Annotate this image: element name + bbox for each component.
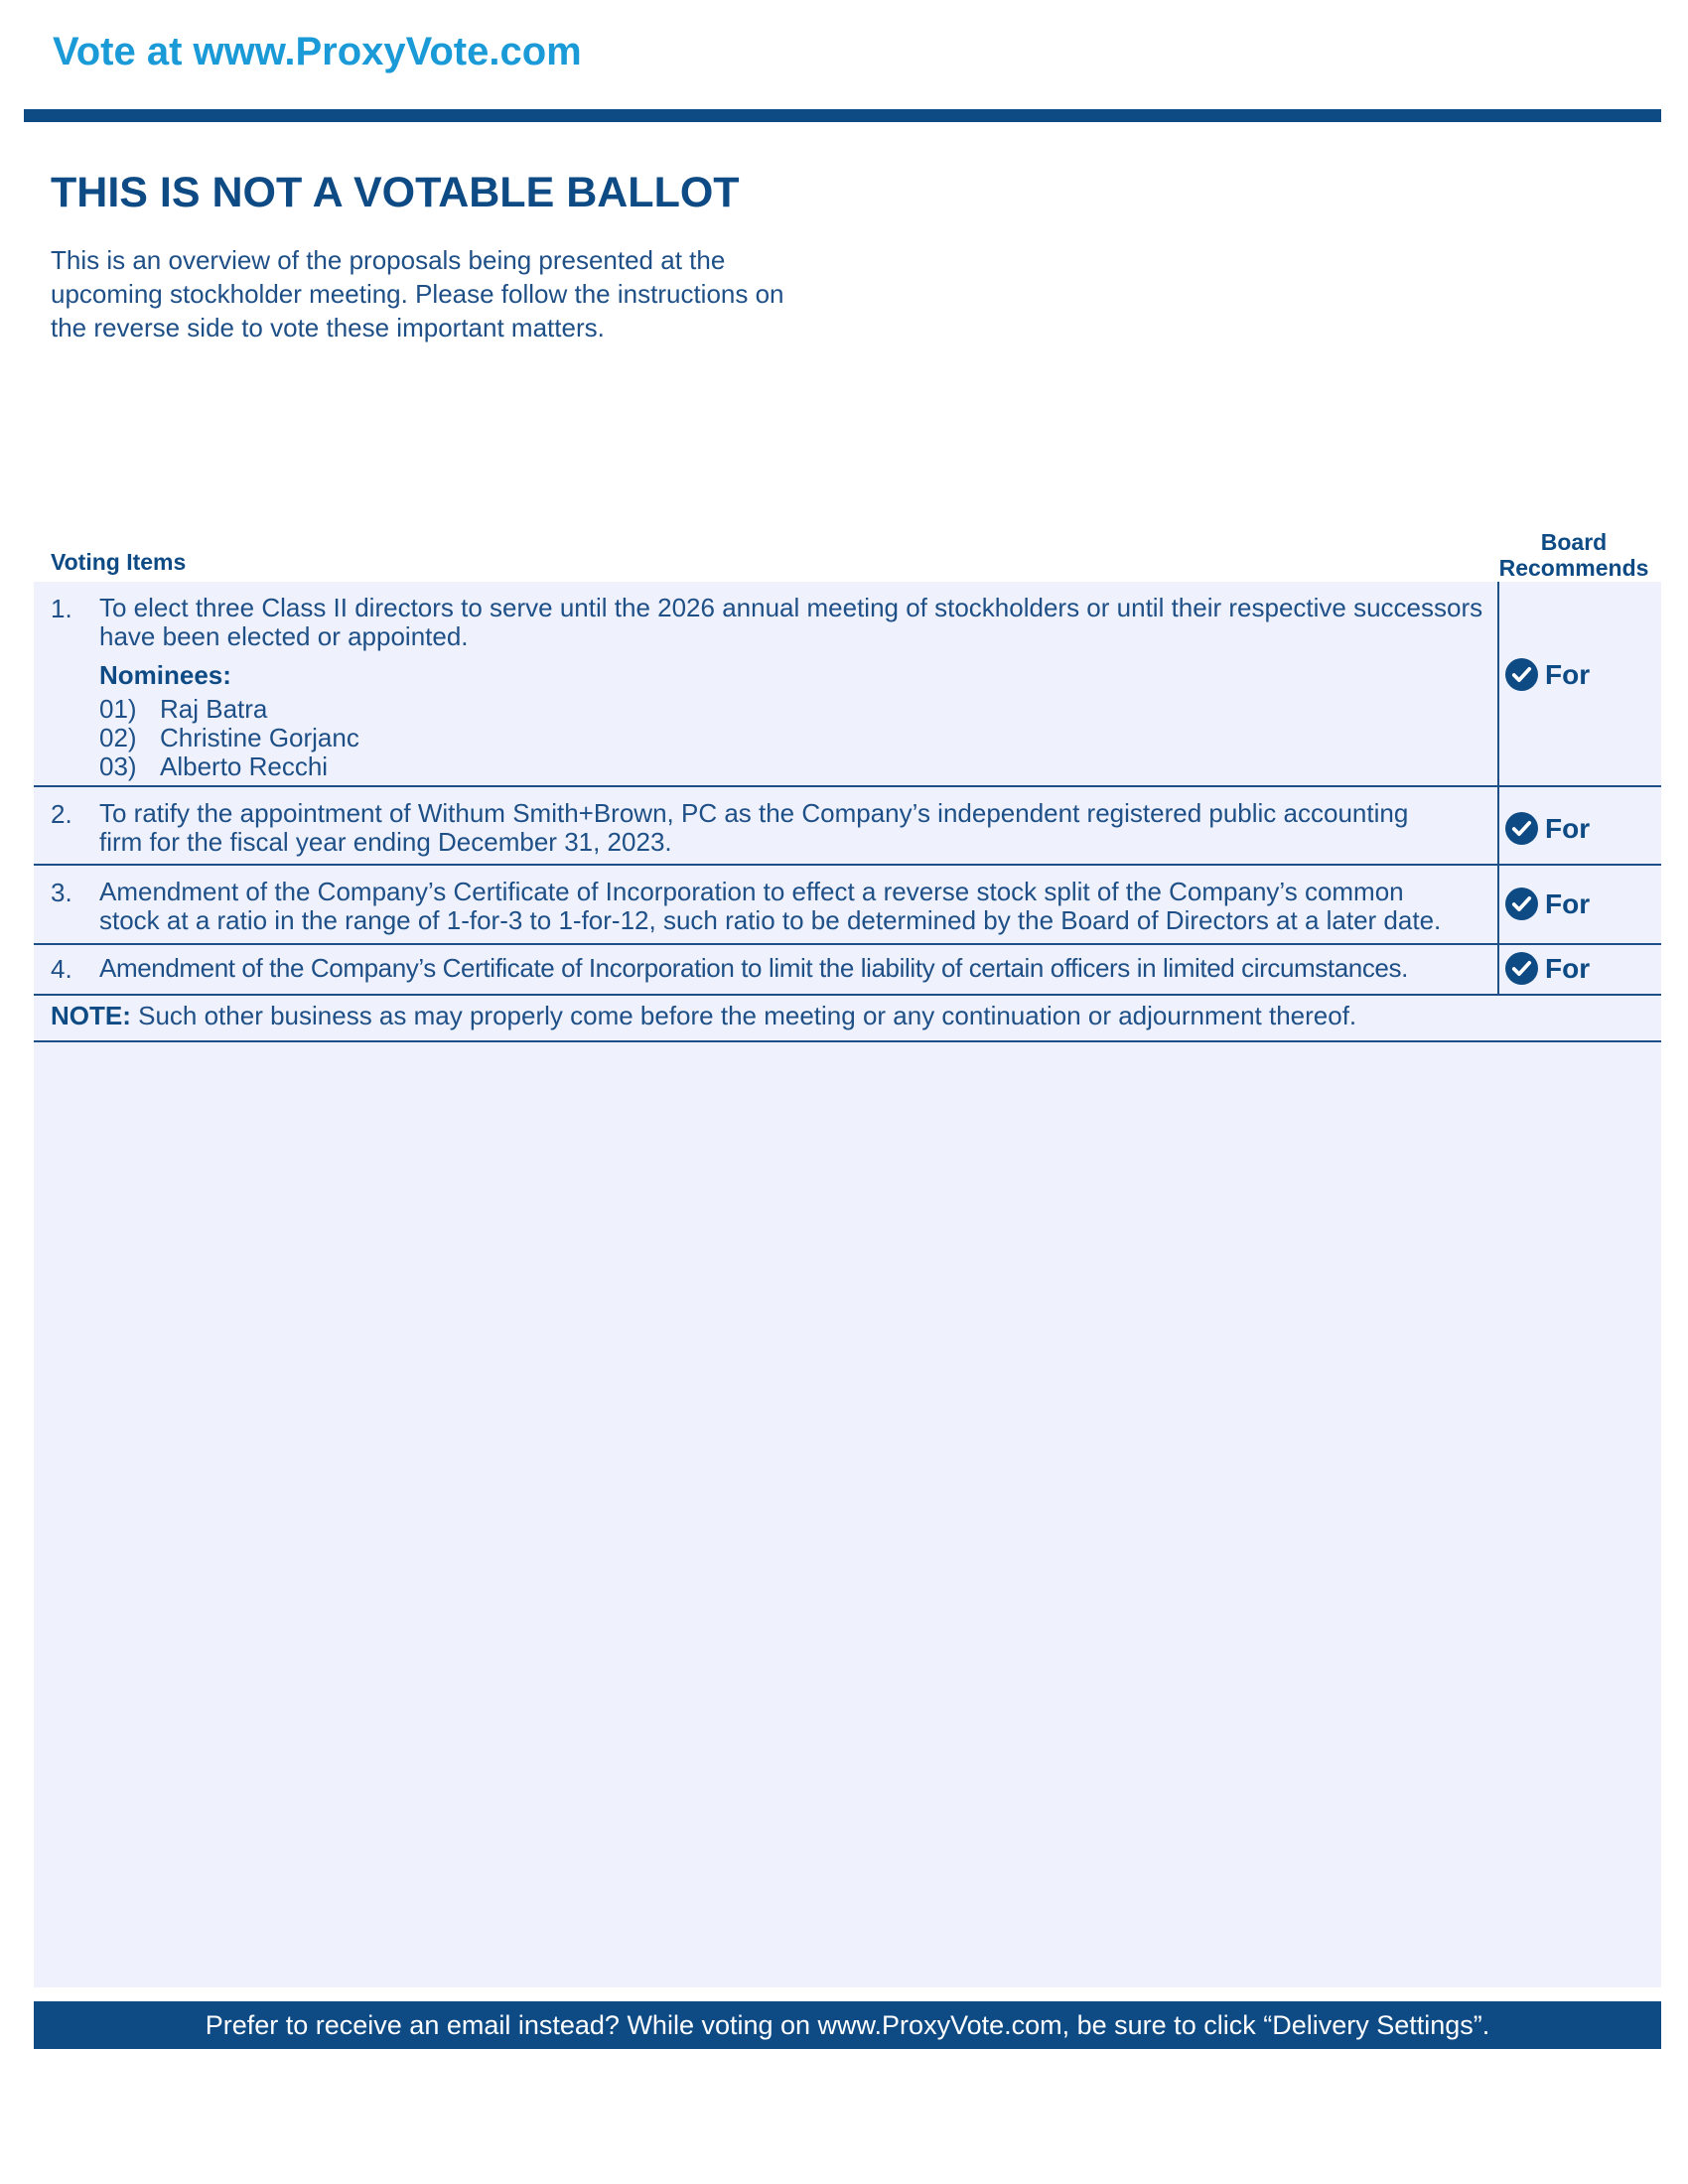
nominees-label: Nominees:: [99, 660, 231, 690]
voting-items-panel: [34, 582, 1661, 1987]
nominee: [99, 694, 267, 725]
recommendation-label: For: [1545, 952, 1591, 984]
item-number: 3.: [51, 878, 72, 907]
footer-banner: [34, 2001, 1661, 2049]
board-recommends-header: [1494, 529, 1653, 581]
intro-line: the reverse side to vote these important matters.: [51, 313, 605, 342]
board-recommendation: [1505, 658, 1590, 691]
top-rule: [24, 109, 1661, 122]
row-divider: [34, 785, 1661, 787]
intro-line: This is an overview of the proposals being presented at the: [51, 245, 726, 275]
item-text-line: have been elected or appointed.: [99, 621, 469, 651]
item-text-line: stock at a ratio in the range of 1-for-3 to 1-for-12, such ratio to be determined by the Board of Directors at a later date.: [99, 905, 1442, 935]
voting-items-header: Voting Items: [51, 549, 187, 575]
item-number: 1.: [51, 594, 72, 623]
note-text: [51, 1001, 1356, 1031]
row-divider: [34, 1040, 1661, 1042]
item-text-line: firm for the fiscal year ending December 31, 2023.: [99, 827, 672, 857]
item-text: [99, 594, 1486, 651]
item-text: [99, 878, 1486, 935]
intro-paragraph: [51, 243, 845, 344]
note-body: Such other business as may properly come before the meeting or any continuation or adjournment thereof.: [130, 1001, 1357, 1030]
row-divider: [34, 943, 1661, 945]
nominee: [99, 751, 328, 782]
nominee-name: Alberto Recchi: [160, 751, 329, 781]
nominee-number: 01): [99, 694, 137, 724]
board-recommendation: [1505, 812, 1590, 845]
item-number: 2.: [51, 799, 72, 829]
board-header-line: Board: [1540, 529, 1608, 555]
board-header-line: Recommends: [1498, 555, 1649, 581]
note-label: NOTE:: [51, 1001, 131, 1030]
page-title: THIS IS NOT A VOTABLE BALLOT: [51, 169, 740, 216]
board-recommendation: [1505, 952, 1590, 985]
item-text-line: To ratify the appointment of Withum Smith+Brown, PC as the Company’s independent registered public accounting: [99, 798, 1409, 828]
check-circle-icon: [1505, 658, 1538, 691]
recommendation-label: For: [1545, 812, 1591, 844]
item-number: 4.: [51, 954, 72, 984]
nominee-number: 03): [99, 751, 137, 781]
item-text: [99, 799, 1486, 857]
recommendation-label: For: [1545, 887, 1591, 919]
row-divider: [34, 994, 1661, 996]
check-circle-icon: [1505, 812, 1538, 845]
nominee: [99, 723, 359, 753]
row-divider: [34, 864, 1661, 866]
nominee-name: Christine Gorjanc: [160, 723, 359, 752]
intro-line: upcoming stockholder meeting. Please follow the instructions on: [51, 279, 784, 309]
site-title: Vote at www.ProxyVote.com: [53, 30, 582, 73]
nominee-name: Raj Batra: [160, 694, 268, 724]
check-circle-icon: [1505, 887, 1538, 920]
item-text-line: Amendment of the Company’s Certificate of Incorporation to limit the liability of certain officers in limited circumstances.: [99, 953, 1408, 983]
footer-text: Prefer to receive an email instead? While voting on www.ProxyVote.com, be sure to click “Delivery Settings”.: [205, 2009, 1490, 2040]
item-text-line: Amendment of the Company’s Certificate of Incorporation to effect a reverse stock split of the Company’s common: [99, 877, 1404, 906]
column-divider: [1497, 582, 1499, 996]
item-text-line: To elect three Class II directors to serve until the 2026 annual meeting of stockholders or until their respective successors: [99, 593, 1483, 622]
item-text: [99, 954, 1486, 983]
board-recommendation: [1505, 887, 1590, 920]
check-circle-icon: [1505, 952, 1538, 985]
recommendation-label: For: [1545, 658, 1591, 690]
nominee-number: 02): [99, 723, 137, 752]
